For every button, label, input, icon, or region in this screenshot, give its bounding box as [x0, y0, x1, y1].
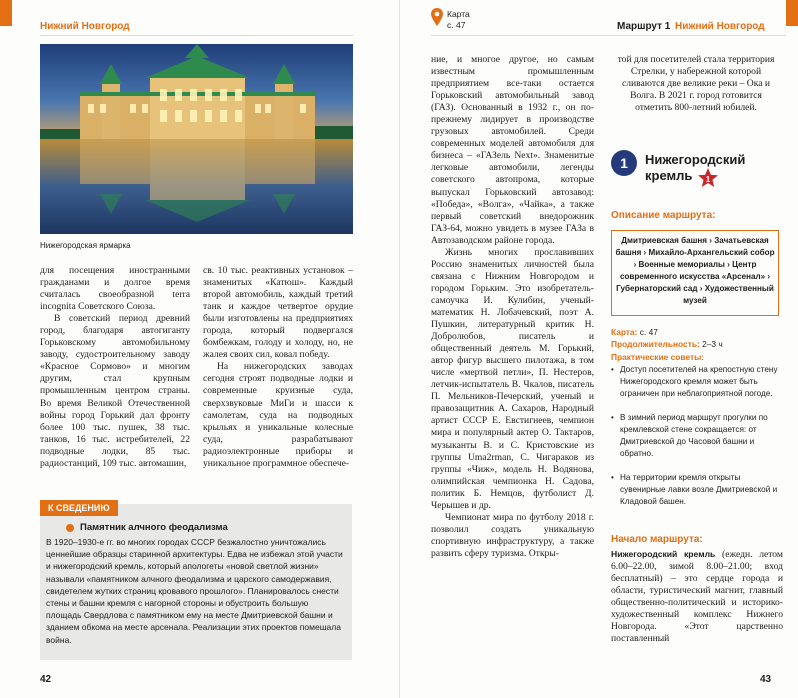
start-place: Нижегородский кремль [611, 549, 716, 559]
tip-text: Доступ посетителей на крепостную стену Нижегородского кремля может быть ограничен при неблагоприятной погоде. [620, 365, 778, 398]
duration-value: 2–3 ч [702, 339, 723, 349]
paragraph: той для посетителей стала территория Стрелки, у набережной которой сливаются две великие реки – Ока и Волга. В 2021 г. город готовится отметить 800-летний юбилей. [617, 54, 775, 114]
route-title-line: Нижегородский [645, 152, 746, 167]
bullet-icon [66, 524, 74, 532]
paragraph: для посещения иностранными гражданами и долгое время считалась своеобразной terra incognita Советского Союза. [40, 265, 190, 313]
route-description-heading: Описание маршрута: [611, 210, 716, 221]
text-column-3 [431, 54, 594, 560]
tip-text: На территории кремля открыты сувенирные лавки возле Дмитриевской и Кладовой башен. [620, 473, 778, 506]
map-ref-value: с. 47 [639, 327, 658, 337]
tips-label: Практические советы: [611, 352, 705, 362]
info-title: Памятник алчного феодализма [80, 522, 228, 533]
map-label: Карта [447, 9, 470, 19]
duration-line [611, 338, 723, 350]
star-icon [698, 168, 718, 193]
tip-item: • Доступ посетителей на крепостную стену Нижегородского кремля может быть ограничен при неблагоприятной погоде. [611, 364, 781, 400]
map-ref-label: Карта: [611, 327, 638, 337]
info-box [40, 504, 352, 660]
map-reference [447, 9, 470, 31]
route-description-box: Дмитриевская башня › Зачатьевская башня › Михайло-Архангельский собор › Военные мемориалы › Центр современного искусства «Арсенал» › Губернаторский сад › Художественный музей [611, 230, 779, 316]
route-label: Маршрут 1 [617, 21, 671, 32]
text-column-4 [611, 54, 781, 114]
running-header: Нижний Новгород [40, 21, 130, 32]
page-number: 43 [760, 674, 772, 685]
photo-caption: Нижегородская ярмарка [40, 241, 131, 250]
paragraph: В советский период древний город, благодаря автогиганту Горьковскому автомобильному заводу, судостроительному заводу «Красное Сормово» и многим другим, стал крупным промышленным центром страны. Во время Великой Отечественной войны город Горький дал фронту более 100 тыс. пушек, 38 тыс. танков, 16 тыс. истребителей, 22 подводные лодки, 85 тыс. радиостанций, 109 тыс. автомашин, [40, 313, 190, 469]
text-column-2 [203, 265, 353, 470]
tip-item: • В зимний период маршрут прогулки по кремлевской стене сокращается: от Дмитриевской до Часовой башни и обратно. [611, 412, 781, 460]
route-title [645, 152, 745, 184]
start-heading: Начало маршрута: [611, 534, 703, 545]
fair-photo [40, 44, 353, 234]
running-header: Нижний Новгород [675, 21, 765, 32]
duration-label: Продолжительность: [611, 339, 700, 349]
route-number-badge: 1 [611, 150, 637, 176]
paragraph: Жизнь многих прославивших Россию знаменитых личностей была связана с Нижним Новгородом и городом Горьким. Это изобретатель-самоучка И. Кулибин, ученый-математик Н. Лобачевский, поэт А. Пушкин, литературный критик Н. Добролюбов, писатель и общественный деятель М. Горький, автор фигур высшего пилотажа, в том числе «мертвой петли», П. Нестеров, летчик-испытатель В. Чкалов, писатель П. Мельников-Печерский, ученый и правозащитник А. Сахаров, Народный артист СССР Е. Евстигнеев, чемпион мира и популярный актер О. Тактаров, музыканты В. и С. Кристовские из группы Uma2rman, С. Чигараков из группы «Чиж», модель Н. Водянова, олимпийская чемпионка Н. Садова, политик Б. Немцов, футболист Д. Черышев и др. [431, 246, 594, 511]
section-tab [786, 0, 798, 26]
paragraph: ние, и многое другое, но самым известным промышленным предприятием все-таки остается Горьковский автомобильный завод (ГАЗ). Основанный в 1932 г., он по-прежнему лидирует в производстве грузовых автомобилей. Среди современных моделей автомобиля для бизнеса – «ГАЗель Next». Знаменитые легковые автомобили, легенды советского автопрома, которые выпускал Горьковский автозавод: «Победа», «Волга», «Чайка», а также первый советский внедорожник ГАЗ-64, можно увидеть в музее ГАЗа в Автозаводском районе города. [431, 54, 594, 246]
paragraph: На нижегородских заводах сегодня строят подводные лодки и современные круизные суда, сверхзвуковые МиГи и шасси к самолетам, суда на подводных крыльях и уникальные колесные суда, разрабатывают радиоэлектронные приборы и уникальное программное обеспече- [203, 361, 353, 469]
start-text: (ежедн. летом 6.00–22.00, зимой 8.00–21.00; вход бесплатный) – это сердце города и области, туристический магнит, главный общественно-политический и историко-художественный комплекс Нижнего Новгорода. «Этот царственно поставленный [611, 549, 783, 645]
tips-label-line [611, 351, 704, 363]
map-ref-line [611, 326, 658, 338]
page-number: 42 [40, 674, 52, 685]
map-page: с. 47 [447, 20, 466, 30]
header-rule [431, 35, 786, 36]
svg-text:1: 1 [705, 175, 711, 184]
info-tab: К СВЕДЕНИЮ [40, 500, 118, 516]
map-pin-icon [431, 8, 443, 31]
tip-text: В зимний период маршрут прогулки по кремлевской стене сокращается: от Дмитриевской до Часовой башни и обратно. [620, 413, 768, 458]
tip-item: • На территории кремля открыты сувенирные лавки возле Дмитриевской и Кладовой башен. [611, 472, 781, 508]
section-tab [0, 0, 12, 26]
info-text: В 1920–1930-е гг. во многих городах СССР безжалостно уничтожались ценнейшие образцы старинной архитектуры. Едва не избежал этой участи и нижегородский кремль, который апологеты «новой светлой жизни» называли «памятником алчного феодализма и царского самодержавия, свидетелем жутких страниц кровавого прошлого». Планировалось снести стены и башни кремля с нагорной стороны и обустроить большую площадь Свердлова с памятником ему на месте Дмитриевской башни и зданием обкома на месте арсенала. Реализации этих проектов помешала война. [46, 537, 343, 645]
paragraph: св. 10 тыс. реактивных установок – знаменитых «Катюш». Каждый второй автомобиль, каждый третий танк и каждое четвертое орудие были изготовлены на предприятиях города, который подвергался бомбежкам, голоду и холоду, но, не жалея своих сил, ковал победу. [203, 265, 353, 361]
route-title-line: кремль [645, 168, 693, 183]
start-paragraph [611, 548, 783, 645]
text-column-1 [40, 265, 190, 470]
paragraph: Чемпионат мира по футболу 2018 г. позволил создать уникальную спортивную инфраструктуру, а также развить сферу туризма. Откры- [431, 511, 594, 559]
header-rule [40, 35, 353, 36]
